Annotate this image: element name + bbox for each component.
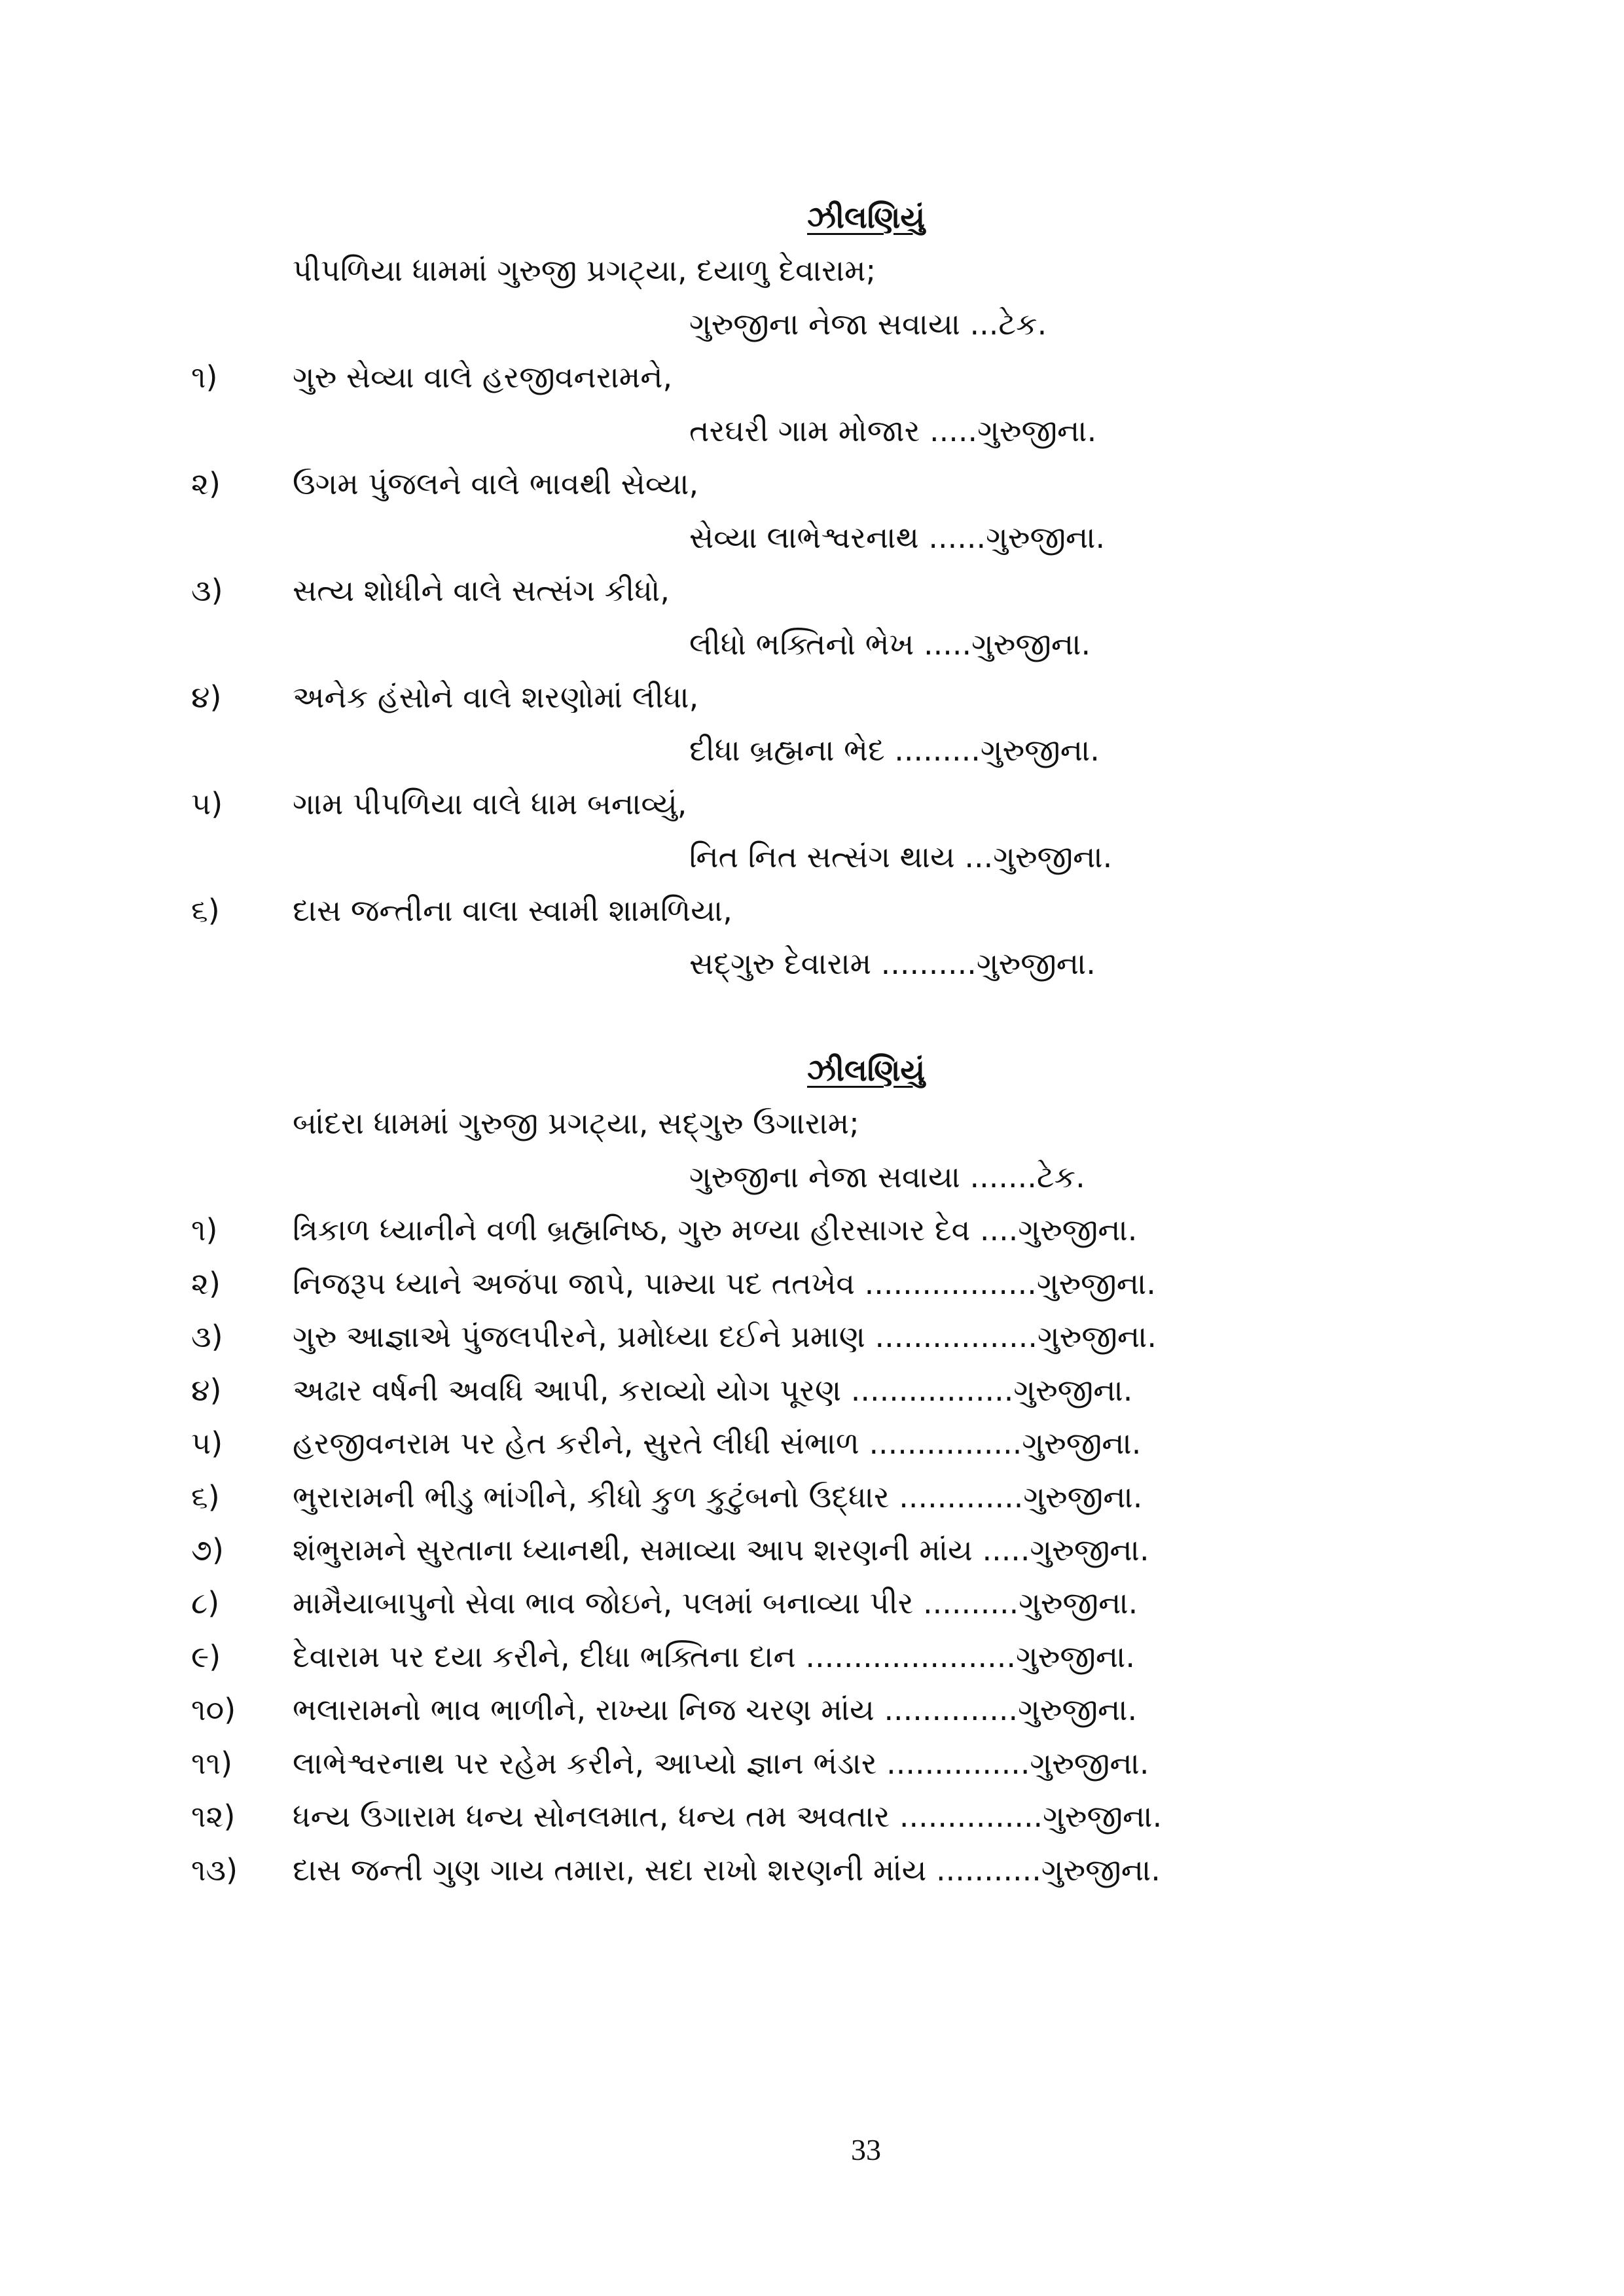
verse-line: નિજરૂપ ધ્યાને અજંપા જાપે, પામ્યા પદ તતખેવ ..................ગુરુજીના.: [293, 1265, 1156, 1301]
verse-row: [0, 1683, 1624, 1736]
page-content: [0, 191, 1624, 1897]
verse-tail-row: [0, 404, 1624, 457]
song-2-refrain-tag-row: [0, 1151, 1624, 1204]
verse-row: [0, 457, 1624, 511]
verse-tail: તરઘરી ગામ મોજાર .....ગુરુજીના.: [689, 412, 1097, 448]
song-1-refrain-tag-row: [0, 298, 1624, 351]
verse-number: ૫): [191, 785, 223, 821]
song-1-refrain-row: [0, 244, 1624, 297]
verse-tail-row: [0, 724, 1624, 777]
verse-line: ગુરુ આજ્ઞાએ પુંજલપીરને, પ્રમોધ્યા દઈને પ્રમાણ .................ગુરુજીના.: [293, 1319, 1157, 1355]
verse-tail: નિત નિત સત્સંગ થાય ...ગુરુજીના.: [689, 839, 1113, 875]
verse-line: ગામ પીપળિયા વાલે ધામ બનાવ્યું,: [293, 785, 687, 821]
verse-row: [0, 1577, 1624, 1630]
verse-row: [0, 351, 1624, 404]
song-2-refrain: બાંદરા ધામમાં ગુરુજી પ્રગટ્યા, સદ્ગુરુ ઉગારામ;: [293, 1105, 859, 1141]
verse-line: ધન્ય ઉગારામ ધન્ય સોનલમાત, ધન્ય તમ અવતાર ...............ગુરુજીના.: [293, 1799, 1163, 1835]
verse-row: [0, 564, 1624, 617]
verse-line: ત્રિકાળ ધ્યાનીને વળી બ્રહ્મનિષ્ઠ, ગુરુ મળ્યા હીરસાગર દેવ ....ગુરુજીના.: [293, 1212, 1138, 1248]
verse-tail: લીધો ભક્તિનો ભેખ .....ગુરુજીના.: [689, 626, 1091, 662]
verse-line: સત્ય શોધીને વાલે સત્સંગ કીધો,: [293, 573, 670, 609]
verse-tail: દીધા બ્રહ્મના ભેદ .........ગુરુજીના.: [689, 732, 1100, 768]
verse-row: [0, 1524, 1624, 1577]
verse-row: [0, 1471, 1624, 1524]
section-spacer: [0, 991, 1624, 1044]
song-2-refrain-tag: ગુરુજીના નેજા સવાયા .......ટેક.: [689, 1158, 1085, 1194]
verse-line: દેવારામ પર દયા કરીને, દીધા ભક્તિના દાન ......................ગુરુજીના.: [293, 1638, 1136, 1674]
verse-row: [0, 671, 1624, 724]
song-2-title: ઝીલણિયું: [807, 1052, 925, 1088]
verse-tail-row: [0, 937, 1624, 990]
verse-line: ભલારામનો ભાવ ભાળીને, રાખ્યા નિજ ચરણ માંય ..............ગુરુજીના.: [293, 1692, 1138, 1728]
verse-line: ઉગમ પુંજલને વાલે ભાવથી સેવ્યા,: [293, 466, 699, 502]
verse-line: ગુરુ સેવ્યા વાલે હરજીવનરામને,: [293, 359, 673, 395]
song-1-title-row: [0, 191, 1624, 244]
verse-tail: સેવ્યા લાભેશ્વરનાથ ......ગુરુજીના.: [689, 519, 1106, 555]
verse-line: ભુરારામની ભીડુ ભાંગીને, કીધો કુળ કુટુંબનો ઉદ્ધાર .............ગુરુજીના.: [293, 1479, 1143, 1515]
song-1: [0, 191, 1624, 991]
verse-number: ૬): [191, 1479, 220, 1515]
verse-row: [0, 1417, 1624, 1470]
verse-line: મામૈયાબાપુનો સેવા ભાવ જોઇને, પલમાં બનાવ્યા પીર ..........ગુરુજીના.: [293, 1585, 1138, 1621]
verse-number: ૧૩): [191, 1852, 238, 1888]
song-2-refrain-row: [0, 1097, 1624, 1150]
verse-number: ૧૦): [191, 1692, 236, 1728]
verse-row: [0, 1257, 1624, 1310]
verse-tail-row: [0, 618, 1624, 671]
verse-line: દાસ જન્તી ગુણ ગાય તમારા, સદા રાખો શરણની માંય ...........ગુરુજીના.: [293, 1852, 1161, 1888]
verse-number: ૩): [191, 573, 223, 609]
verse-row: [0, 1737, 1624, 1790]
verse-line: શંભુરામને સુરતાના ધ્યાનથી, સમાવ્યા આપ શરણની માંય .....ગુરુજીના.: [293, 1532, 1149, 1568]
verse-number: ૮): [191, 1585, 220, 1621]
verse-row: [0, 1844, 1624, 1897]
verse-row: [0, 778, 1624, 831]
verse-number: ૨): [191, 466, 221, 502]
song-1-refrain: પીપળિયા ધામમાં ગુરુજી પ્રગટ્યા, દયાળુ દેવારામ;: [293, 253, 876, 289]
verse-number: ૧૨): [191, 1799, 236, 1835]
verse-row: [0, 1364, 1624, 1417]
verse-number: ૯): [191, 1638, 221, 1674]
verse-number: ૫): [191, 1426, 223, 1462]
song-1-title: ઝીલણિયું: [807, 200, 925, 235]
page-number: 33: [851, 2133, 881, 2166]
verse-row: [0, 1310, 1624, 1363]
verse-number: ૬): [191, 892, 220, 928]
verse-line: દાસ જન્તીના વાલા સ્વામી શામળિયા,: [293, 892, 732, 928]
verse-tail-row: [0, 831, 1624, 884]
verse-row: [0, 884, 1624, 937]
song-2: [0, 1044, 1624, 1897]
song-2-title-row: [0, 1044, 1624, 1097]
verse-number: ૧૧): [191, 1745, 233, 1781]
verse-tail-row: [0, 511, 1624, 564]
verse-line: અનેક હંસોને વાલે શરણોમાં લીધા,: [293, 679, 699, 715]
verse-number: ૪): [191, 679, 222, 715]
verse-number: ૧): [191, 1212, 218, 1248]
verse-number: ૩): [191, 1319, 223, 1355]
verse-number: ૭): [191, 1532, 224, 1568]
verse-tail: સદ્ગુરુ દેવારામ ..........ગુરુજીના.: [689, 946, 1096, 982]
verse-line: અઢાર વર્ષની અવધિ આપી, કરાવ્યો યોગ પૂરણ .................ગુરુજીના.: [293, 1372, 1133, 1408]
verse-row: [0, 1204, 1624, 1257]
verse-number: ૨): [191, 1265, 221, 1301]
verse-line: હરજીવનરામ પર હેત કરીને, સુરતે લીધી સંભાળ ................ગુરુજીના.: [293, 1426, 1142, 1462]
song-1-refrain-tag: ગુરુજીના નેજા સવાયા ...ટેક.: [689, 306, 1047, 342]
verse-line: લાભેશ્વરનાથ પર રહેમ કરીને, આપ્યો જ્ઞાન ભંડાર ...............ગુરુજીના.: [293, 1745, 1149, 1781]
verse-row: [0, 1790, 1624, 1843]
verse-row: [0, 1630, 1624, 1683]
verse-number: ૪): [191, 1372, 222, 1408]
verse-number: ૧): [191, 359, 218, 395]
